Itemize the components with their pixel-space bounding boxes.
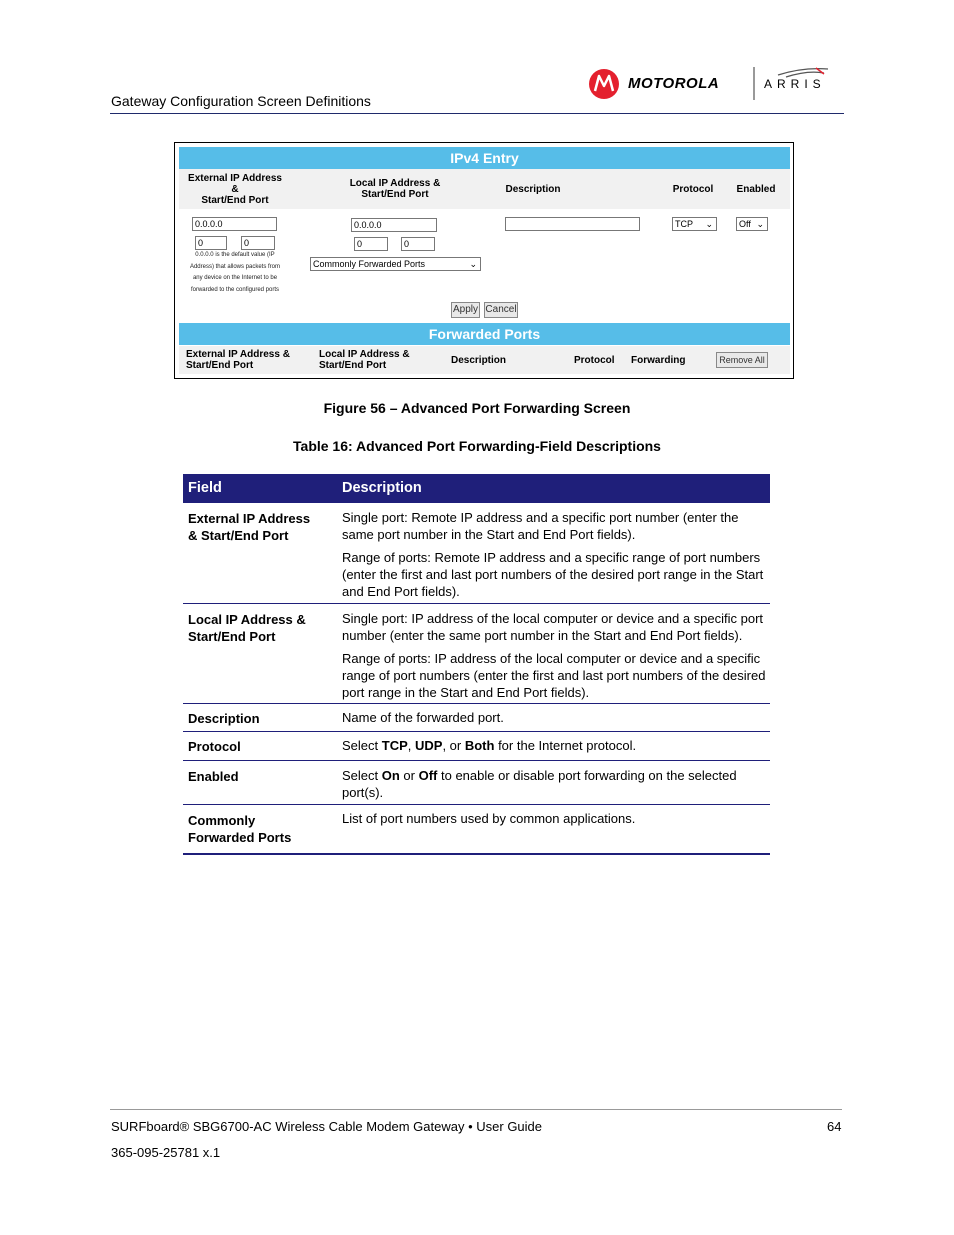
desc-bold: Off xyxy=(418,768,438,783)
row-field xyxy=(188,812,328,846)
fwd-col-local-l1: Local IP Address & xyxy=(319,349,410,360)
table-caption: Table 16: Advanced Port Forwarding-Field Descriptions xyxy=(293,438,661,454)
desc-bold: TCP xyxy=(381,738,408,753)
row-description: Name of the forwarded port. xyxy=(342,710,504,725)
row-description-p2: Range of ports: IP address of the local computer or device and a specific range of port numbers (enter the first and last port numbers of the desired port range in the Start and End Port fields). xyxy=(342,651,766,700)
footer-doc-number: 365-095-25781 x.1 xyxy=(111,1145,221,1160)
desc-text: Select xyxy=(342,738,382,753)
table-header xyxy=(183,474,770,503)
fwd-col-external xyxy=(186,349,290,371)
header-description: Description xyxy=(342,480,422,496)
local-start-port-input[interactable]: 0 xyxy=(354,237,388,251)
desc-bold: Both xyxy=(464,738,495,753)
brand-logo xyxy=(588,64,833,104)
desc-bold: UDP xyxy=(414,738,443,753)
desc-text: , xyxy=(407,738,415,753)
row-description-p2: Range of ports: Remote IP address and a specific range of port numbers (enter the first and last port numbers of the desired port range in the Start and End Port fields). xyxy=(342,550,764,599)
forwarded-header-row xyxy=(179,346,790,374)
desc-bold: On xyxy=(381,768,400,783)
local-end-port-input[interactable]: 0 xyxy=(401,237,435,251)
row-field-l2: Forwarded Ports xyxy=(188,830,292,845)
chevron-down-icon: ⌄ xyxy=(756,219,764,229)
protocol-value: TCP xyxy=(675,219,693,229)
row-divider xyxy=(183,703,770,704)
footer-page-number: 64 xyxy=(827,1119,842,1134)
external-ip-input[interactable]: 0.0.0.0 xyxy=(192,217,277,231)
external-start-port-input[interactable]: 0 xyxy=(195,236,227,250)
cancel-button[interactable]: Cancel xyxy=(484,302,518,318)
row-field-l2: Start/End Port xyxy=(188,629,276,644)
desc-text: Select xyxy=(342,768,382,783)
desc-text: for the Internet protocol. xyxy=(494,738,637,753)
enabled-value: Off xyxy=(739,219,751,229)
row-description-p1: Single port: Remote IP address and a specific port number (enter the same port number in the Start and End Port fields). xyxy=(342,510,739,542)
fwd-col-protocol: Protocol xyxy=(574,355,615,366)
fwd-col-description: Description xyxy=(451,355,507,366)
ipv4-entry-band: IPv4 Entry xyxy=(179,147,790,169)
col-local xyxy=(335,178,455,200)
commonly-forwarded-ports-select[interactable] xyxy=(310,257,481,271)
enabled-select[interactable] xyxy=(736,217,768,231)
row-description xyxy=(342,509,770,600)
desc-text: or xyxy=(399,768,419,783)
page-header-title: Gateway Configuration Screen Definitions xyxy=(111,93,371,109)
fwd-col-forwarding: Forwarding xyxy=(631,355,686,366)
col-description: Description xyxy=(505,184,561,195)
header-rule xyxy=(110,113,844,114)
col-external-l2: & xyxy=(231,184,239,195)
row-divider xyxy=(183,603,770,604)
figure-caption: Figure 56 – Advanced Port Forwarding Screen xyxy=(323,400,631,416)
row-field-l1: External IP Address xyxy=(188,511,311,526)
external-end-port-input[interactable]: 0 xyxy=(241,236,275,250)
apply-button[interactable]: Apply xyxy=(451,302,480,318)
note-line: any device on the Internet to be xyxy=(192,275,278,281)
row-field-l1: Local IP Address & xyxy=(188,612,306,627)
row-description-p1: Single port: IP address of the local computer or device and a specific port number (enter the same port number in the Start and End Port fields). xyxy=(342,611,764,643)
note-line: forwarded to the configured ports xyxy=(190,286,280,293)
desc-text: , or xyxy=(442,738,465,753)
fwd-col-external-l2: Start/End Port xyxy=(186,360,254,371)
footer-rule xyxy=(110,1109,842,1110)
arris-wordmark: ARRIS xyxy=(764,77,826,91)
table-bottom-rule xyxy=(183,853,770,855)
col-local-l2: Start/End Port xyxy=(361,189,429,200)
row-field: Description xyxy=(188,711,260,726)
chevron-down-icon: ⌄ xyxy=(469,259,477,269)
row-divider xyxy=(183,760,770,761)
note-line: 0.0.0.0 is the default value (IP xyxy=(195,252,275,258)
col-protocol: Protocol xyxy=(672,184,714,195)
commonly-forwarded-ports-value: Commonly Forwarded Ports xyxy=(313,259,426,269)
col-enabled: Enabled xyxy=(736,184,776,195)
forwarded-ports-band: Forwarded Ports xyxy=(179,323,790,345)
row-description: List of port numbers used by common applications. xyxy=(342,811,636,826)
row-description xyxy=(342,767,770,801)
row-field xyxy=(188,510,328,544)
row-field: Enabled xyxy=(188,769,239,784)
port-forwarding-screenshot xyxy=(174,142,794,379)
chevron-down-icon: ⌄ xyxy=(705,219,713,229)
fwd-col-external-l1: External IP Address & xyxy=(186,349,290,360)
fwd-col-local xyxy=(319,349,410,371)
col-local-l1: Local IP Address & xyxy=(349,178,441,189)
row-divider xyxy=(183,804,770,805)
description-input[interactable] xyxy=(505,217,640,231)
fwd-col-local-l2: Start/End Port xyxy=(319,360,387,371)
external-ip-note xyxy=(183,250,287,296)
col-external-l3: Start/End Port xyxy=(201,195,269,206)
remove-all-button[interactable]: Remove All xyxy=(716,352,768,368)
desc-text: to enable or disable port forwarding on the selected port(s). xyxy=(342,768,737,800)
col-external xyxy=(179,173,291,206)
local-ip-input[interactable]: 0.0.0.0 xyxy=(351,218,437,232)
header-field: Field xyxy=(188,480,222,496)
note-line: Address) that allows packets from xyxy=(189,263,281,270)
row-field-l2: & Start/End Port xyxy=(188,528,289,543)
row-description xyxy=(342,610,770,701)
row-field: Protocol xyxy=(188,739,241,754)
motorola-wordmark: MOTOROLA xyxy=(628,75,720,92)
protocol-select[interactable] xyxy=(672,217,717,231)
row-divider xyxy=(183,731,770,732)
col-external-l1: External IP Address xyxy=(188,173,282,184)
footer-product: SURFboard® SBG6700-AC Wireless Cable Modem Gateway • User Guide xyxy=(111,1119,543,1134)
row-description xyxy=(342,737,770,754)
ipv4-header-row xyxy=(179,169,790,209)
row-field xyxy=(188,611,328,645)
row-field-l1: Commonly xyxy=(188,813,256,828)
